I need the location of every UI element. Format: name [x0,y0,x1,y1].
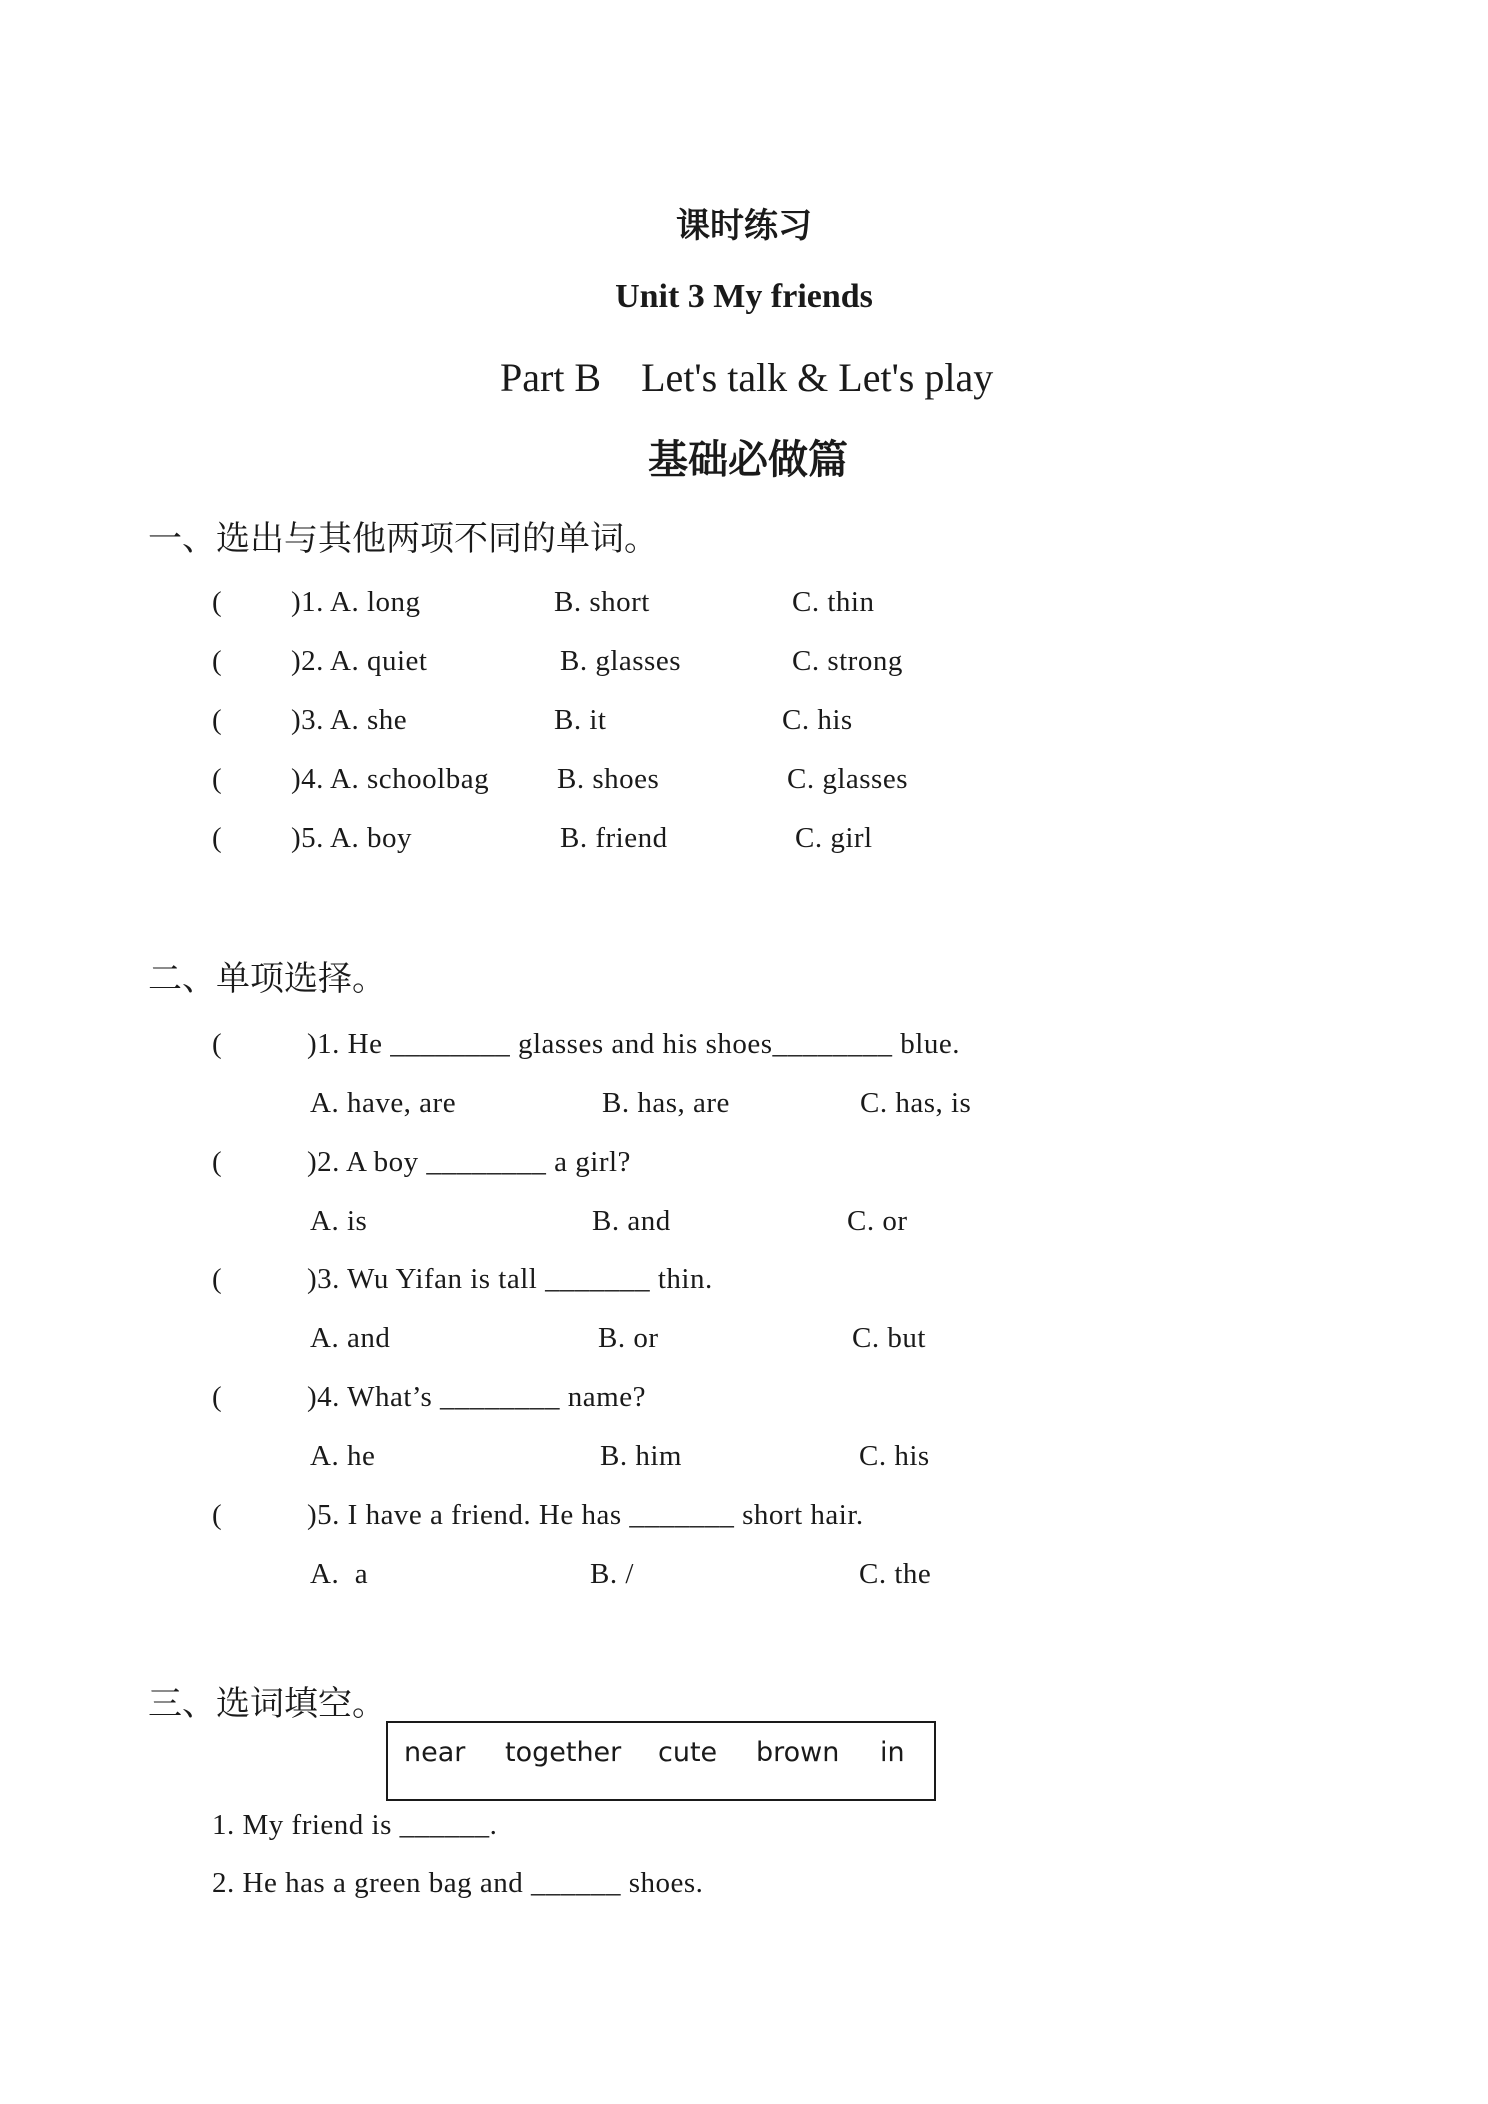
answer-paren[interactable]: ( [212,1263,223,1295]
section2-heading: 二、单项选择。 [148,959,386,999]
answer-paren[interactable]: ( [212,645,223,677]
answer-paren[interactable]: ( [212,1028,223,1060]
word-bank-item: in [880,1737,905,1768]
answer-paren[interactable]: ( [212,1499,223,1531]
fill-blank-item[interactable]: 2. He has a green bag and ______ shoes. [212,1867,704,1899]
section3-heading: 三、选词填空。 [148,1684,386,1724]
question-text: )5. I have a friend. He has _______ short hair. [307,1499,864,1531]
section1-heading: 一、选出与其他两项不同的单词。 [148,519,658,559]
question-option-c: C. thin [792,586,875,618]
page-title: 课时练习 [676,206,812,246]
option-b: B. and [592,1205,671,1237]
answer-paren[interactable]: ( [212,1381,223,1413]
question-option-b: B. shoes [557,763,660,795]
question-option-c: C. strong [792,645,903,677]
question-text: )4. What’s ________ name? [307,1381,646,1413]
word-bank-item: together [505,1737,622,1768]
part-label: Part B [500,355,602,400]
option-c: C. but [852,1322,926,1354]
question-option-b: B. it [554,704,607,736]
question-text: )3. Wu Yifan is tall _______ thin. [307,1263,713,1295]
question-option-b: B. friend [560,822,668,854]
word-bank [386,1721,936,1801]
option-c: C. the [859,1558,932,1590]
question-text: )2. A boy ________ a girl? [307,1146,631,1178]
option-b: B. or [598,1322,659,1354]
option-a: A. and [310,1322,391,1354]
answer-paren[interactable]: ( [212,822,223,854]
option-c: C. his [859,1440,930,1472]
unit-title: Unit 3 My friends [615,278,873,315]
part-topic: Let's talk & Let's play [641,355,994,400]
option-a: A. he [310,1440,376,1472]
option-c: C. or [847,1205,908,1237]
fill-blank-item[interactable]: 1. My friend is ______. [212,1809,498,1841]
option-b: B. him [600,1440,682,1472]
word-bank-item: near [404,1737,466,1768]
question-option-a: )4. A. schoolbag [291,763,490,795]
part-title [500,354,993,401]
question-option-a: )5. A. boy [291,822,412,854]
option-a: A. have, are [310,1087,457,1119]
question-text: )1. He ________ glasses and his shoes________ blue. [307,1028,960,1060]
word-bank-item: brown [756,1737,840,1768]
word-bank-item: cute [658,1737,718,1768]
answer-paren[interactable]: ( [212,763,223,795]
option-b: B. / [590,1558,634,1590]
question-option-b: B. glasses [560,645,681,677]
answer-paren[interactable]: ( [212,586,223,618]
option-c: C. has, is [860,1087,972,1119]
option-a: A. a [310,1558,369,1590]
answer-paren[interactable]: ( [212,1146,223,1178]
option-b: B. has, are [602,1087,730,1119]
question-option-b: B. short [554,586,650,618]
question-option-c: C. his [782,704,853,736]
answer-paren[interactable]: ( [212,704,223,736]
question-option-a: )3. A. she [291,704,408,736]
question-option-a: )1. A. long [291,586,421,618]
question-option-a: )2. A. quiet [291,645,428,677]
level-title: 基础必做篇 [648,437,848,483]
option-a: A. is [310,1205,368,1237]
question-option-c: C. girl [795,822,873,854]
question-option-c: C. glasses [787,763,908,795]
